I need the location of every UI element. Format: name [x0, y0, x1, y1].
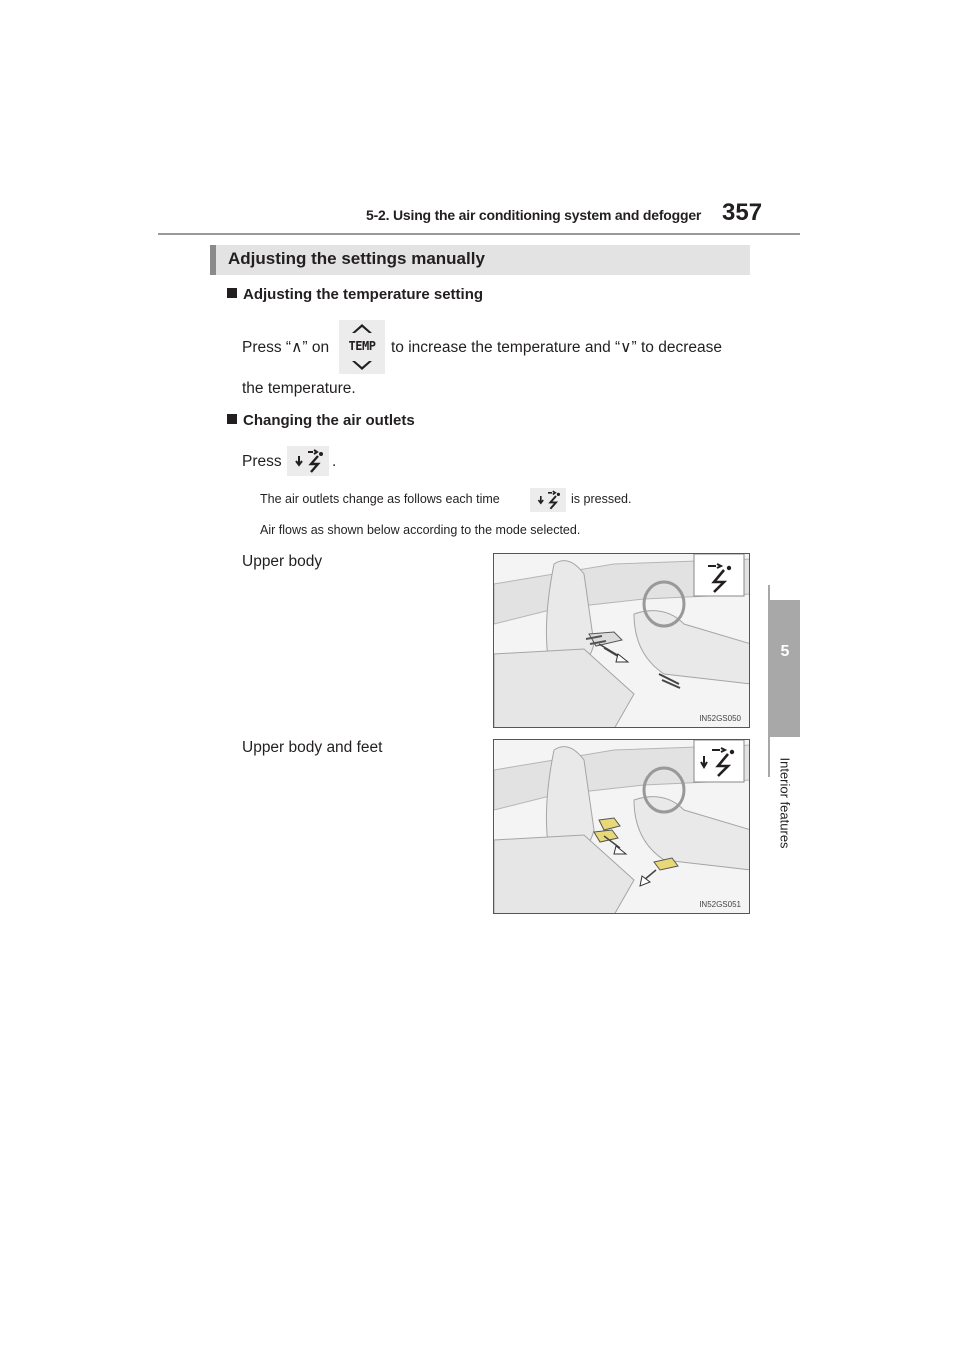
outlets-heading: [227, 412, 415, 429]
outlets-note1-after: is pressed.: [571, 492, 632, 506]
temperature-heading: [227, 286, 483, 303]
outlets-heading-text: Changing the air outlets: [243, 412, 415, 429]
temp-button-icon: [339, 320, 385, 374]
outlets-press-period: .: [332, 453, 337, 470]
section-title: Adjusting the settings manually: [228, 249, 485, 268]
page-number: 357: [722, 199, 763, 226]
outlets-press-text: Press: [242, 453, 282, 470]
outlets-note1-before: The air outlets change as follows each time: [260, 492, 500, 506]
air-outlet-mode-button-small-icon: [530, 488, 566, 512]
chapter-label: Interior features: [777, 757, 793, 849]
header-rule: [158, 233, 800, 235]
figure-code-upper-body: IN52GS050: [699, 714, 741, 723]
chapter-number: 5: [780, 643, 790, 660]
temp-up-arrow-icon: [352, 324, 372, 333]
figure-upper-body: [493, 553, 750, 728]
temperature-heading-text: Adjusting the temperature setting: [243, 286, 484, 303]
car-interior-illustration-upper-body: [494, 554, 750, 728]
temp-button-label: TEMP: [348, 339, 376, 353]
mode-label-upper-body: Upper body: [242, 553, 323, 570]
chapter-label-box: [766, 757, 804, 880]
chapter-tab: [770, 600, 800, 737]
temperature-text-before: Press “∧” on: [242, 339, 330, 356]
running-header-title: 5-2. Using the air conditioning system and defogger: [366, 207, 702, 223]
mode-label-upper-body-feet: Upper body and feet: [242, 739, 383, 756]
car-interior-illustration-upper-body-feet: [494, 740, 750, 914]
figure-code-upper-body-feet: IN52GS051: [699, 900, 741, 909]
temperature-text-after: to increase the temperature and “∨” to decrease: [391, 339, 722, 356]
temperature-text-line2: the temperature.: [242, 380, 356, 397]
figure-upper-body-feet: [493, 739, 750, 914]
bullet-square-icon: [227, 414, 237, 424]
outlets-note2: Air flows as shown below according to the mode selected.: [260, 523, 581, 537]
temp-down-arrow-icon: [352, 361, 372, 370]
section-heading-bar: [210, 245, 750, 275]
bullet-square-icon: [227, 288, 237, 298]
air-outlet-mode-button-icon: [287, 446, 329, 476]
